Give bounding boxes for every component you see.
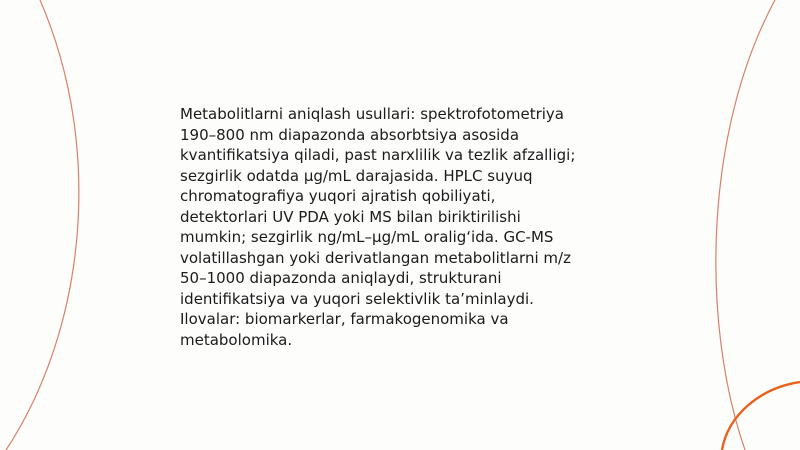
left-thin-curve [6,0,79,450]
slide-body-text: Metabolitlarni aniqlash usullari: spektrofotometriya 190–800 nm diapazonda absorbtsiya asosida kvantifikatsiya qiladi, past narxlilik va tezlik afzalligi; sezgirlik odatda µg/mL darajasida. HPLC suyuq chromatografiya yuqori ajratish qobiliyati, detektorlari UV PDA yoki MS bilan biriktirilishi mumkin; sezgirlik ng/mL–µg/mL oralig‘ida. GC-MS volatillashgan yoki derivatlangan metabolitlarni m/z 50–1000 diapazonda aniqlaydi, strukturani identifikatsiya va yuqori selektivlik ta’minlaydi. Ilovalar: biomarkerlar, farmakogenomika va metabolomika. [180,105,576,349]
right-thin-curve [716,0,775,450]
right-bottom-thick-arc [722,382,800,450]
